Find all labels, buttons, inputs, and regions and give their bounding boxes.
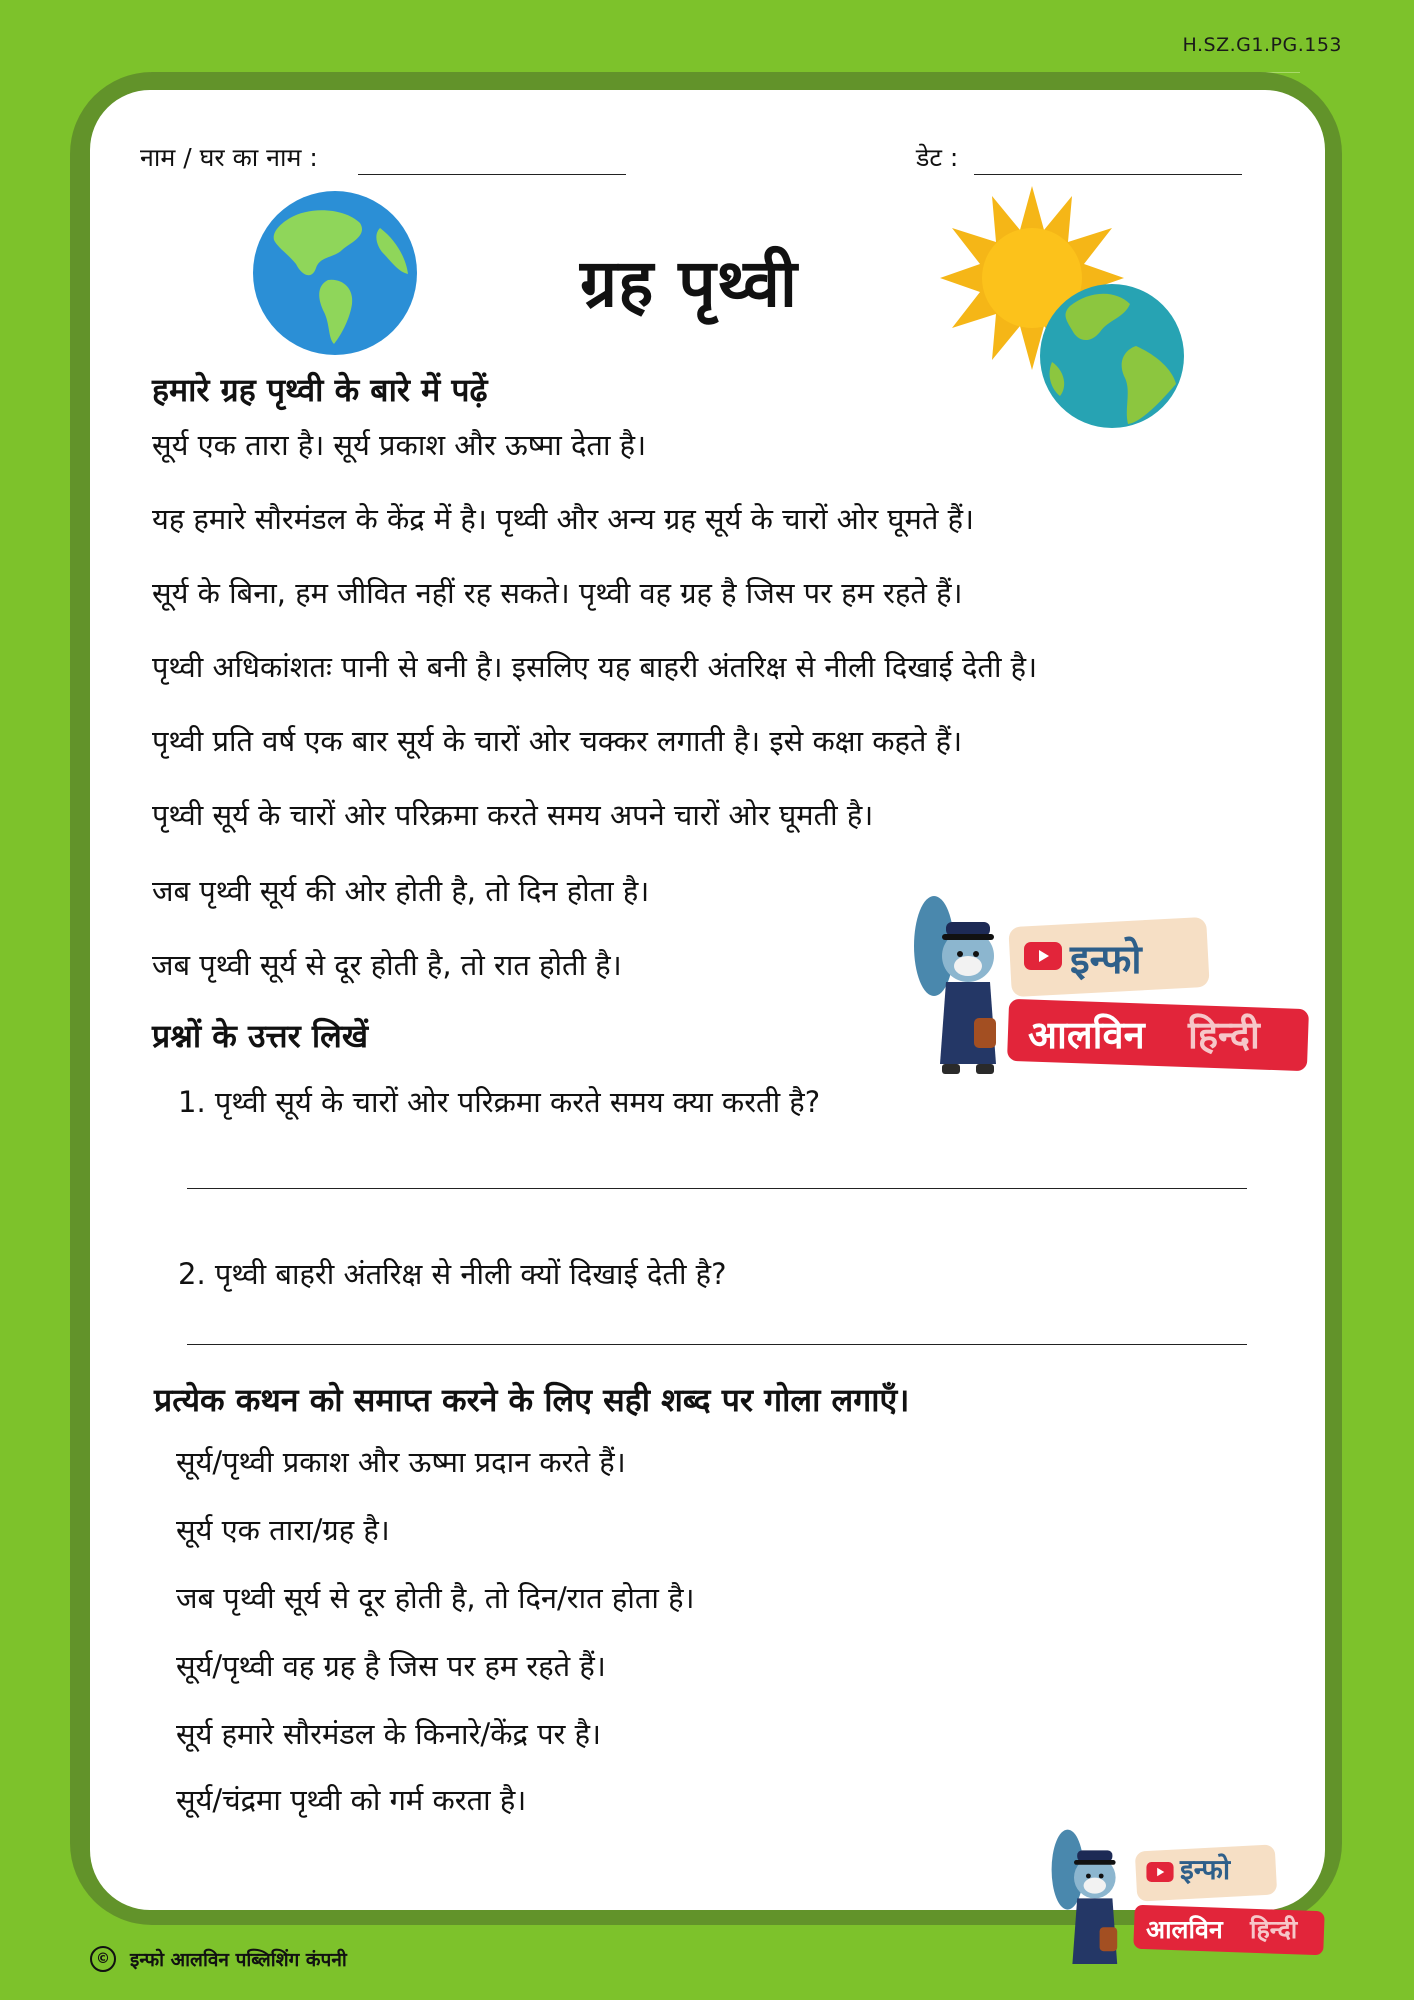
logo-bottom-text-b: हिन्दी — [1188, 1013, 1260, 1057]
name-field[interactable] — [358, 174, 626, 175]
reading-heading: हमारे ग्रह पृथ्वी के बारे में पढ़ें — [152, 371, 488, 409]
reading-line: सूर्य एक तारा है। सूर्य प्रकाश और ऊष्मा देता है। — [152, 428, 647, 462]
questions-heading: प्रश्नों के उत्तर लिखें — [152, 1017, 369, 1055]
reading-line: पृथ्वी प्रति वर्ष एक बार सूर्य के चारों ओर चक्कर लगाती है। इसे कक्षा कहते हैं। — [152, 724, 963, 758]
answer-line-2[interactable] — [187, 1344, 1247, 1345]
reading-line: पृथ्वी सूर्य के चारों ओर परिक्रमा करते समय अपने चारों ओर घूमती है। — [152, 798, 874, 832]
statement: जब पृथ्वी सूर्य से दूर होती है, तो दिन/रात होता है। — [176, 1581, 695, 1615]
statement: सूर्य एक तारा/ग्रह है। — [176, 1513, 390, 1547]
brand-logo-small — [1050, 1820, 1330, 1980]
logo-bottom-text-a: आलविन — [1028, 1013, 1145, 1057]
footer — [90, 1946, 347, 1972]
logo-top-text: इन्फो — [1070, 937, 1142, 983]
reading-line: पृथ्वी अधिकांशतः पानी से बनी है। इसलिए यह बाहरी अंतरिक्ष से नीली दिखाई देती है। — [152, 650, 1038, 684]
answer-line-1[interactable] — [187, 1188, 1247, 1189]
reading-line: सूर्य के बिना, हम जीवित नहीं रह सकते। पृथ्वी वह ग्रह है जिस पर हम रहते हैं। — [152, 576, 963, 610]
question-1: 1. पृथ्वी सूर्य के चारों ओर परिक्रमा करते समय क्या करती है? — [178, 1085, 821, 1119]
reading-line: जब पृथ्वी सूर्य से दूर होती है, तो रात होती है। — [152, 948, 622, 982]
question-2: 2. पृथ्वी बाहरी अंतरिक्ष से नीली क्यों दिखाई देती है? — [178, 1257, 727, 1291]
statement: सूर्य हमारे सौरमंडल के किनारे/केंद्र पर है। — [176, 1717, 602, 1751]
earth-icon — [250, 188, 420, 358]
footer-text: इन्फो आलविन पब्लिशिंग कंपनी — [130, 1949, 347, 1971]
squirrel-mascot-icon — [1050, 1820, 1130, 1980]
statement: सूर्य/पृथ्वी प्रकाश और ऊष्मा प्रदान करते हैं। — [176, 1445, 626, 1479]
logo-bottom-text-a: आलविन — [1146, 1915, 1223, 1944]
youtube-icon — [1024, 942, 1062, 970]
statement: सूर्य/पृथ्वी वह ग्रह है जिस पर हम रहते हैं। — [176, 1649, 606, 1683]
reading-line: यह हमारे सौरमंडल के केंद्र में है। पृथ्वी और अन्य ग्रह सूर्य के चारों ओर घूमते हैं। — [152, 502, 975, 536]
circle-heading: प्रत्येक कथन को समाप्त करने के लिए सही शब्द पर गोला लगाएँ। — [154, 1381, 910, 1419]
squirrel-mascot-icon — [912, 886, 1012, 1082]
copyright-icon: © — [90, 1946, 116, 1972]
statement: सूर्य/चंद्रमा पृथ्वी को गर्म करता है। — [176, 1783, 527, 1817]
youtube-icon — [1146, 1862, 1174, 1882]
date-field[interactable] — [974, 174, 1242, 175]
logo-bottom-text-b: हिन्दी — [1250, 1915, 1298, 1944]
page-title: ग्रह पृथ्वी — [580, 245, 799, 322]
page-code: H.SZ.G1.PG.153 — [1182, 34, 1342, 56]
logo-top-text: इन्फो — [1180, 1853, 1231, 1886]
sun-earth-icon — [940, 186, 1190, 432]
reading-line: जब पृथ्वी सूर्य की ओर होती है, तो दिन होता है। — [152, 874, 650, 908]
brand-logo — [912, 886, 1312, 1082]
name-label: नाम / घर का नाम : — [140, 143, 318, 172]
date-label: डेट : — [916, 143, 959, 172]
